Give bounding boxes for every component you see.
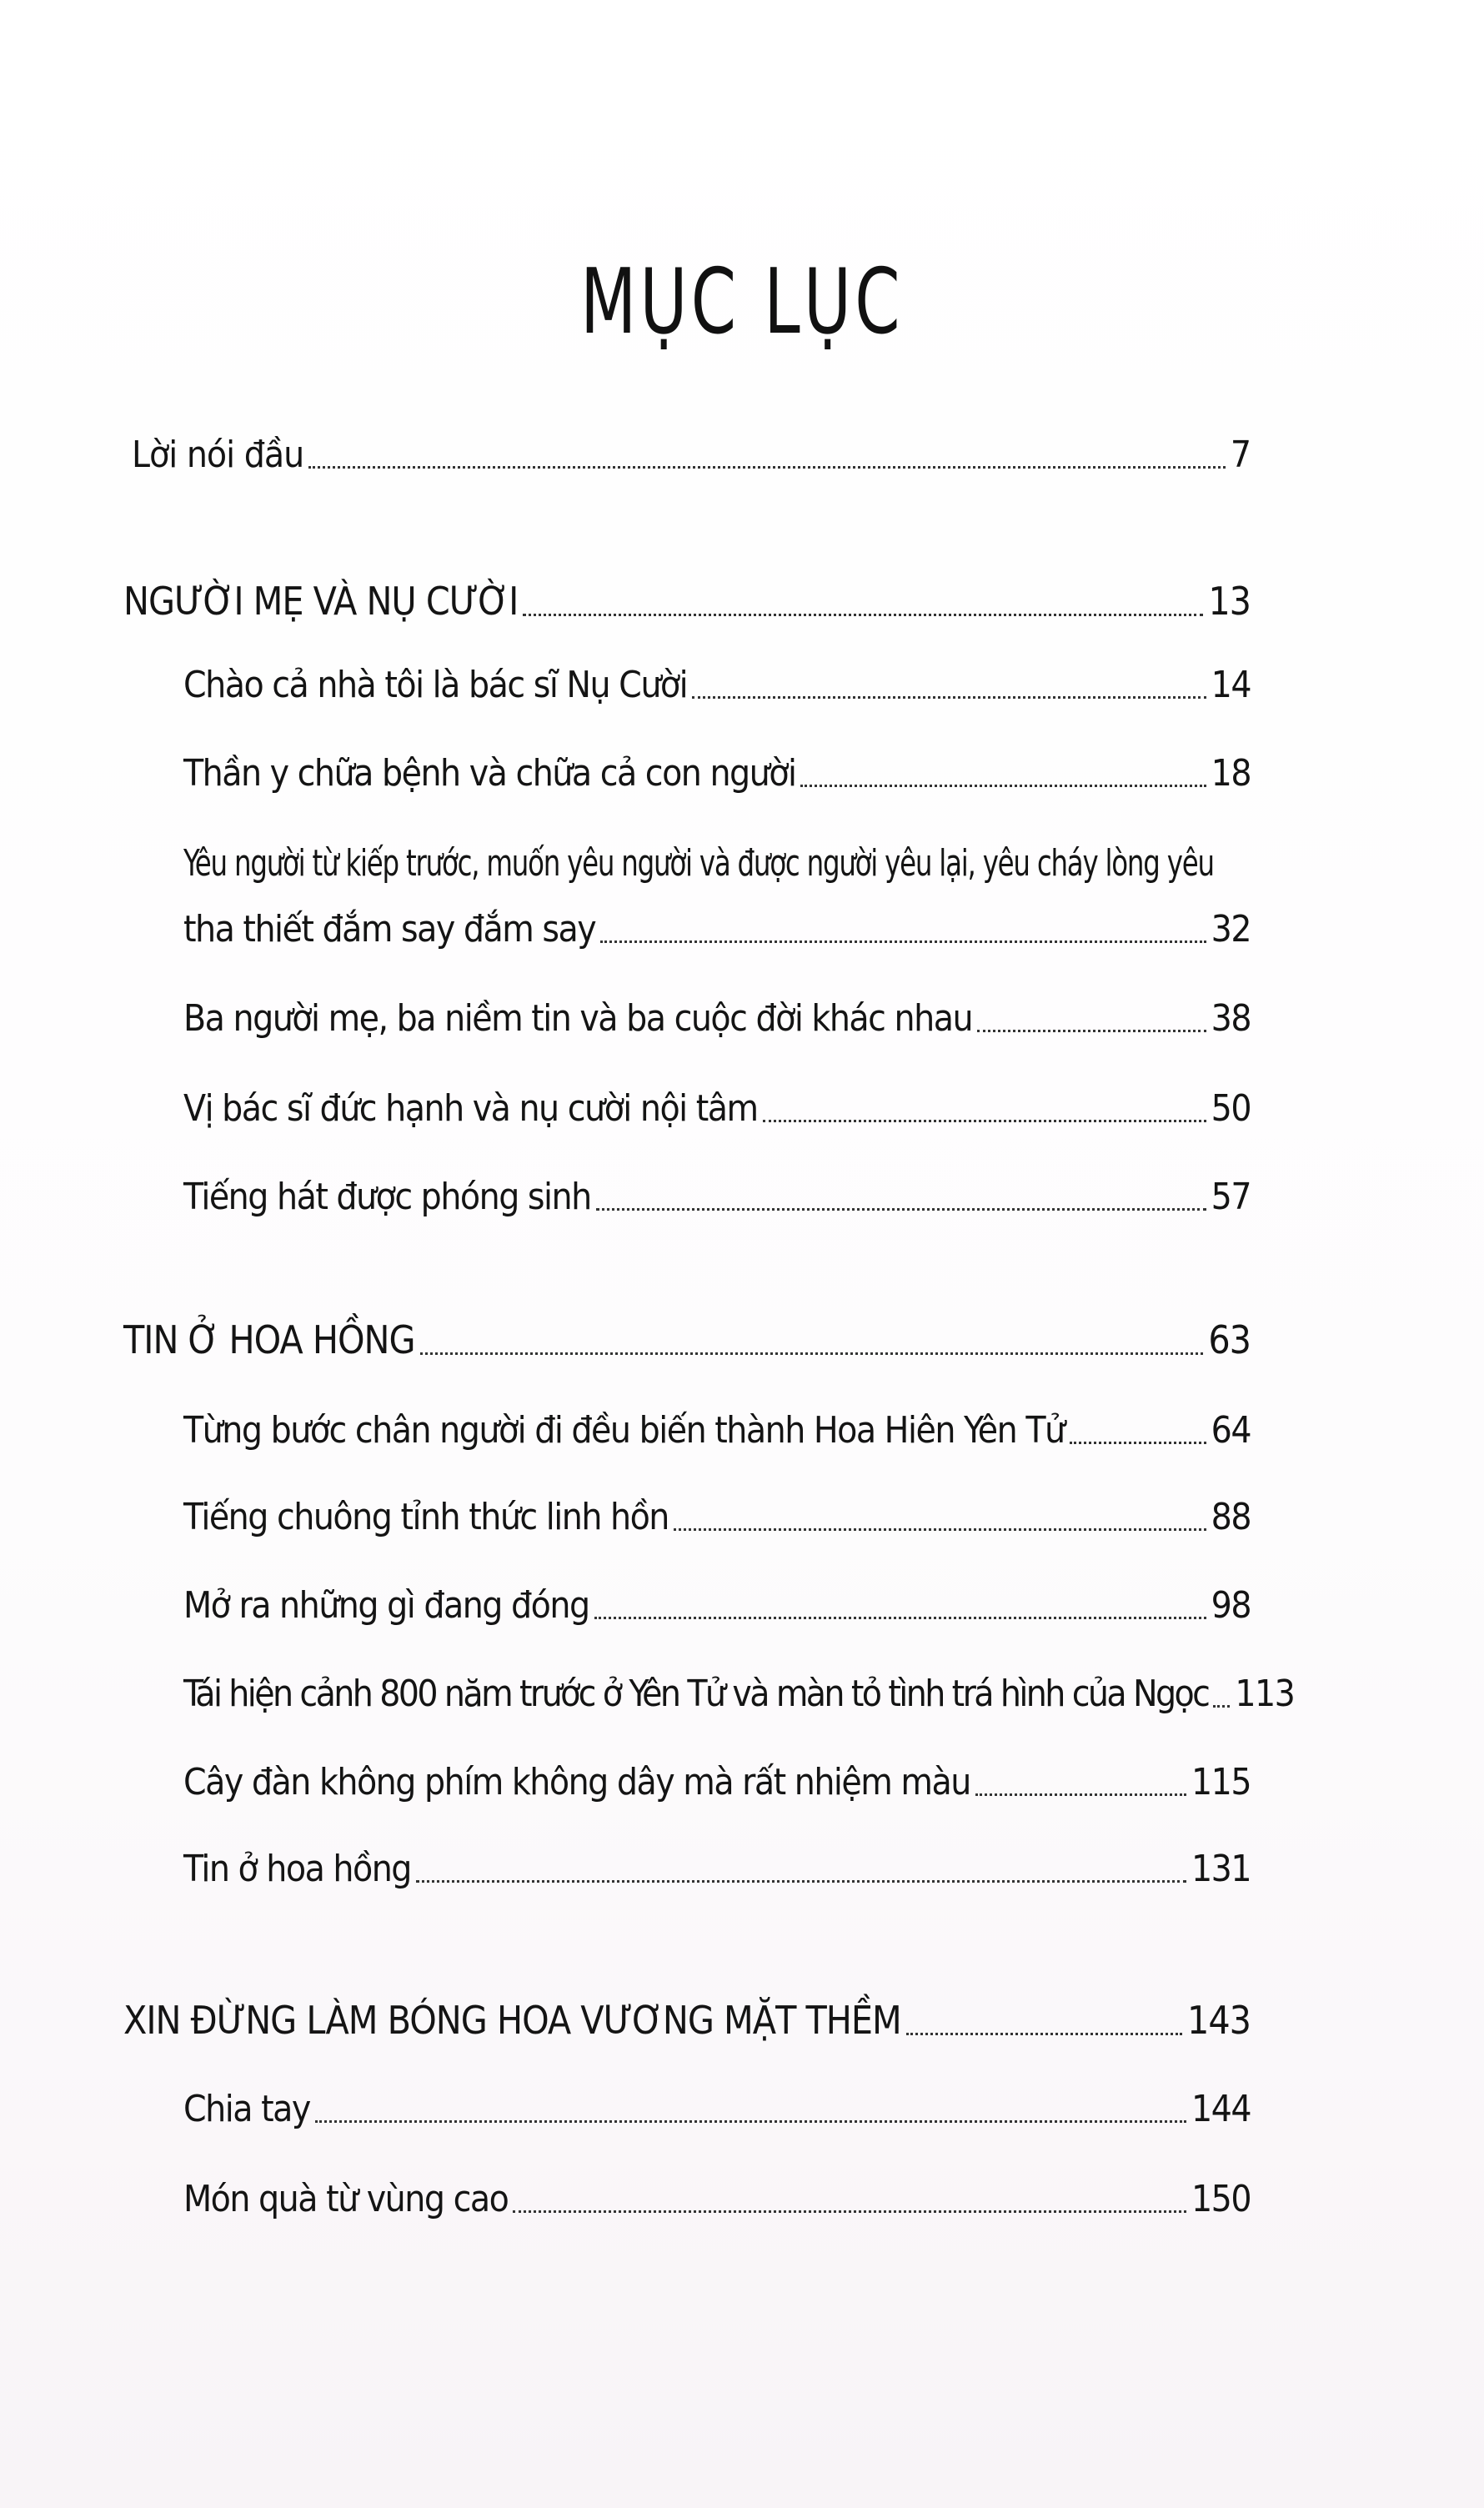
toc-section-title: TIN Ở HOA HỒNG [123,1317,415,1362]
toc-page-number: 131 [1191,1848,1251,1890]
toc-page-number: 38 [1211,997,1251,1040]
toc-entry [183,2178,1251,2220]
toc-page-number: 18 [1211,752,1251,795]
toc-entry-title-continued: tha thiết đắm say đắm say [183,908,596,951]
dot-leader [1070,1442,1206,1444]
dot-leader [692,696,1206,699]
toc-entry [183,1584,1251,1627]
toc-page-number: 50 [1211,1087,1251,1130]
toc-entry-title: Cây đàn không phím không dây mà rất nhiệm màu [183,1761,970,1803]
toc-entry [183,664,1251,706]
toc-entry [183,1673,1295,1715]
toc-page-number: 88 [1211,1496,1251,1538]
toc-entry-title: Tiếng chuông tỉnh thức linh hồn [183,1496,669,1538]
toc-section [123,1998,1251,2043]
toc-section-title: NGƯỜI MẸ VÀ NỤ CƯỜI [123,579,519,624]
toc-entry [183,1848,1251,1890]
toc-page-number: 150 [1191,2178,1251,2220]
toc-page-number: 98 [1211,1584,1251,1627]
toc-entry [183,1409,1251,1452]
toc-entry-title: Món quà từ vùng cao [183,2178,509,2220]
toc-entry [183,1087,1251,1130]
toc-entry-title: Tin ở hoa hồng [183,1848,411,1890]
toc-entry-title: Vị bác sĩ đức hạnh và nụ cười nội tâm [183,1087,758,1130]
dot-leader [513,2210,1186,2213]
toc-page-number: 63 [1208,1317,1251,1362]
toc-entry-title: Từng bước chân người đi đều biến thành Hoa Hiên Yên Tử [183,1409,1065,1452]
dot-leader [594,1617,1206,1619]
toc-entry [183,1761,1251,1803]
dot-leader [600,940,1206,943]
toc-entry-title: Mở ra những gì đang đóng [183,1584,589,1627]
toc-entry [183,842,1251,951]
toc-section [123,1317,1251,1362]
toc-section [123,579,1251,624]
toc-entry-title: Tiếng hát được phóng sinh [183,1176,591,1218]
toc-entry [183,752,1251,795]
dot-leader [977,1030,1206,1032]
toc-page-number: 144 [1191,2088,1251,2130]
dot-leader [800,785,1206,787]
toc-entry-title: Thần y chữa bệnh và chữa cả con người [183,752,796,795]
dot-leader [1213,1705,1230,1708]
dot-leader [523,614,1203,616]
toc-page-number: 113 [1235,1673,1295,1715]
toc-entry-title: Tái hiện cảnh 800 năm trước ở Yên Tử và màn tỏ tình trá hình của Ngọc [183,1673,1209,1715]
toc-entry-title: Chia tay [183,2088,310,2130]
toc-section-title: XIN ĐỪNG LÀM BÓNG HOA VƯƠNG MẶT THỀM [123,1998,901,2043]
toc-entry-title: Lời nói đầu [132,434,304,476]
toc-entry-title: Yêu người từ kiếp trước, muốn yêu người và được người yêu lại, yêu cháy lòng yêu [183,842,1214,885]
dot-leader [906,2033,1182,2035]
toc-page-number: 7 [1230,434,1251,476]
dot-leader [416,1880,1186,1883]
toc-entry [183,1176,1251,1218]
toc-entry-title: Ba người mẹ, ba niềm tin và ba cuộc đời khác nhau [183,997,973,1040]
toc-page-number: 115 [1191,1761,1251,1803]
toc-page-number: 57 [1211,1176,1251,1218]
toc-page-number: 13 [1208,579,1251,624]
toc-entry [132,434,1251,476]
toc-page-number: 32 [1211,908,1251,951]
dot-leader [674,1528,1206,1531]
dot-leader [420,1352,1204,1355]
dot-leader [596,1208,1206,1211]
dot-leader [308,466,1226,469]
toc-page-number: 14 [1211,664,1251,706]
toc-entry [183,2088,1251,2130]
dot-leader [763,1120,1206,1122]
toc-page-number: 143 [1187,1998,1251,2043]
toc-page-number: 64 [1211,1409,1251,1452]
toc-entry-title: Chào cả nhà tôi là bác sĩ Nụ Cười [183,664,688,706]
toc-entry [183,1496,1251,1538]
dot-leader [315,2120,1186,2123]
page-title: MỤC LỤC [580,250,904,354]
dot-leader [975,1793,1186,1796]
toc-entry [183,997,1251,1040]
